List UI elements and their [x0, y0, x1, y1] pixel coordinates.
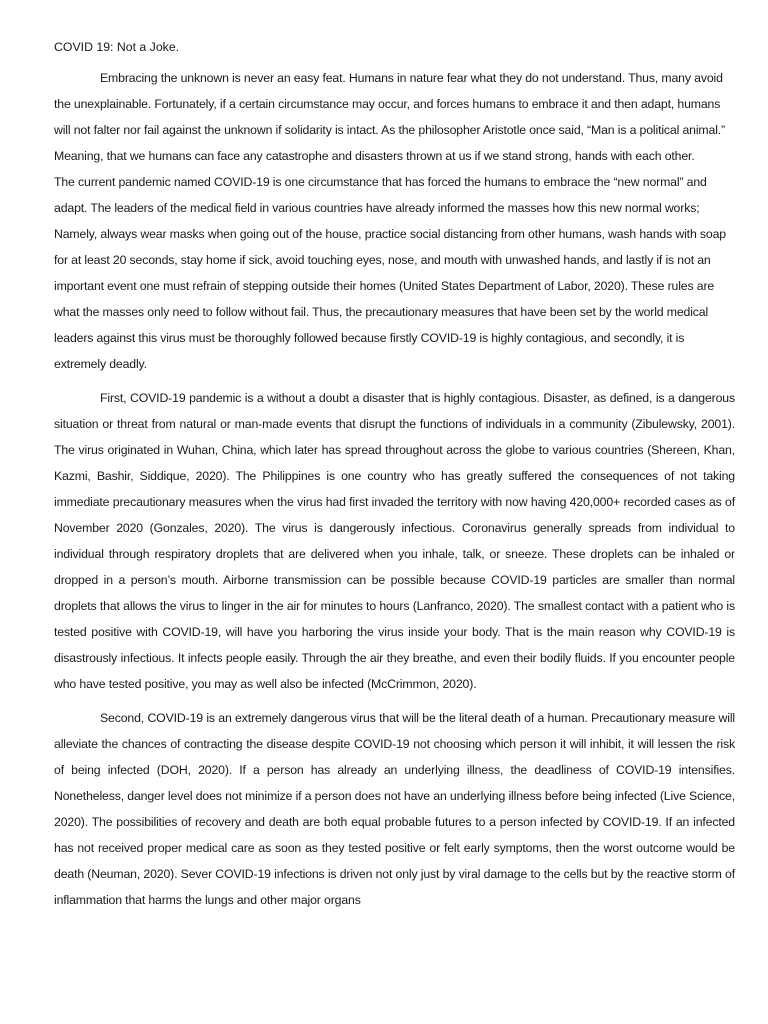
paragraph-contagious: First, COVID-19 pandemic is a without a doubt a disaster that is highly contagious. Disaster, as defined, is a dangerous situation or threat from natural or man-made events that disrupt the functions of individuals in a community (Zibulewsky, 2001). The virus originated in Wuhan, China, which later has spread throughout across the globe to various countries (Shereen, Khan, Kazmi, Bashir, Siddique, 2020). The Philippines is one country who has greatly suffered the consequences of not taking immediate precautionary measures when the virus had first invaded the territory with now having 420,000+ recorded cases as of November 2020 (Gonzales, 2020). The virus is dangerously infectious. Coronavirus generally spreads from individual to individual through respiratory droplets that are delivered when you inhale, talk, or sneeze. These droplets can be inhaled or dropped in a person’s mouth. Airborne transmission can be possible because COVID-19 particles are smaller than normal droplets that allows the virus to linger in the air for minutes to hours (Lanfranco, 2020). The smallest contact with a patient who is tested positive with COVID-19, will have you harboring the virus inside your body. That is the main reason why COVID-19 is disastrously infectious. It infects people easily. Through the air they breathe, and even their bodily fluids. If you encounter people who have tested positive, you may as well also be infected (McCrimmon, 2020).: [54, 391, 735, 691]
document-title: COVID 19: Not a Joke.: [54, 40, 180, 54]
paragraph-intro: Embracing the unknown is never an easy feat. Humans in nature fear what they do not understand. Thus, many avoid the unexplainable. Fortunately, if a certain circumstance may occur, and forces humans to embrace it and then adapt, humans will not falter nor fail against the unknown if solidarity is intact. As the philosopher Aristotle once said, “Man is a political animal.” Meaning, that we humans can face any catastrophe and disasters thrown at us if we stand strong, hands with each other.: [54, 71, 726, 163]
paragraph-thesis: The current pandemic named COVID-19 is one circumstance that has forced the humans to embrace the “new normal” and adapt. The leaders of the medical field in various countries have already informed the masses how this new normal works; Namely, always wear masks when going out of the house, practice social distancing from other humans, wash hands with soap for at least 20 seconds, stay home if sick, avoid touching eyes, nose, and mouth with unwashed hands, and lastly if is not an important event one must refrain of stepping outside their homes (United States Department of Labor, 2020). These rules are what the masses only need to follow without fail. Thus, the precautionary measures that have been set by the world medical leaders against this virus must be thoroughly followed because firstly COVID-19 is highly contagious, and secondly, it is extremely deadly.: [54, 175, 726, 371]
paragraph-deadly: Second, COVID-19 is an extremely dangerous virus that will be the literal death of a human. Precautionary measure will alleviate the chances of contracting the disease despite COVID-19 not choosing which person it will inhibit, it will lessen the risk of being infected (DOH, 2020). If a person has already an underlying illness, the deadliness of COVID-19 intensifies. Nonetheless, danger level does not minimize if a person does not have an underlying illness before being infected (Live Science, 2020). The possibilities of recovery and death are both equal probable futures to a person infected by COVID-19. If an infected has not received proper medical care as soon as they tested positive or felt early symptoms, then the worst outcome would be death (Neuman, 2020). Sever COVID-19 infections is driven not only just by viral damage to the cells but by the reactive storm of inflammation that harms the lungs and other major organs: [54, 711, 735, 907]
